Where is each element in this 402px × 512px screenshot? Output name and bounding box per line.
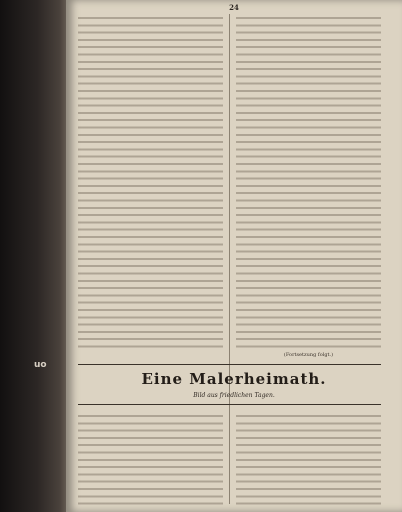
newspaper-page [66,0,402,512]
placeholder-lines [78,14,223,352]
section-rule-bottom [78,404,381,405]
column-left-upper [78,14,223,352]
column-left-lower [78,412,223,506]
column-right-lower [236,412,381,506]
placeholder-lines [78,412,223,506]
column-right-upper [236,14,381,352]
column-divider [229,14,230,504]
article-title: Eine Malerheimath. [141,370,327,388]
adjacent-page-text: uo [34,360,47,370]
section-rule-top [78,364,381,365]
continued-note: (Fortsetzung folgt.) [283,352,334,358]
placeholder-lines [236,412,381,506]
adjacent-page-binding [0,0,68,512]
article-subtitle: Bild aus friedlichen Tagen. [193,392,275,399]
placeholder-lines [236,14,381,352]
page-number: 24 [229,3,239,12]
